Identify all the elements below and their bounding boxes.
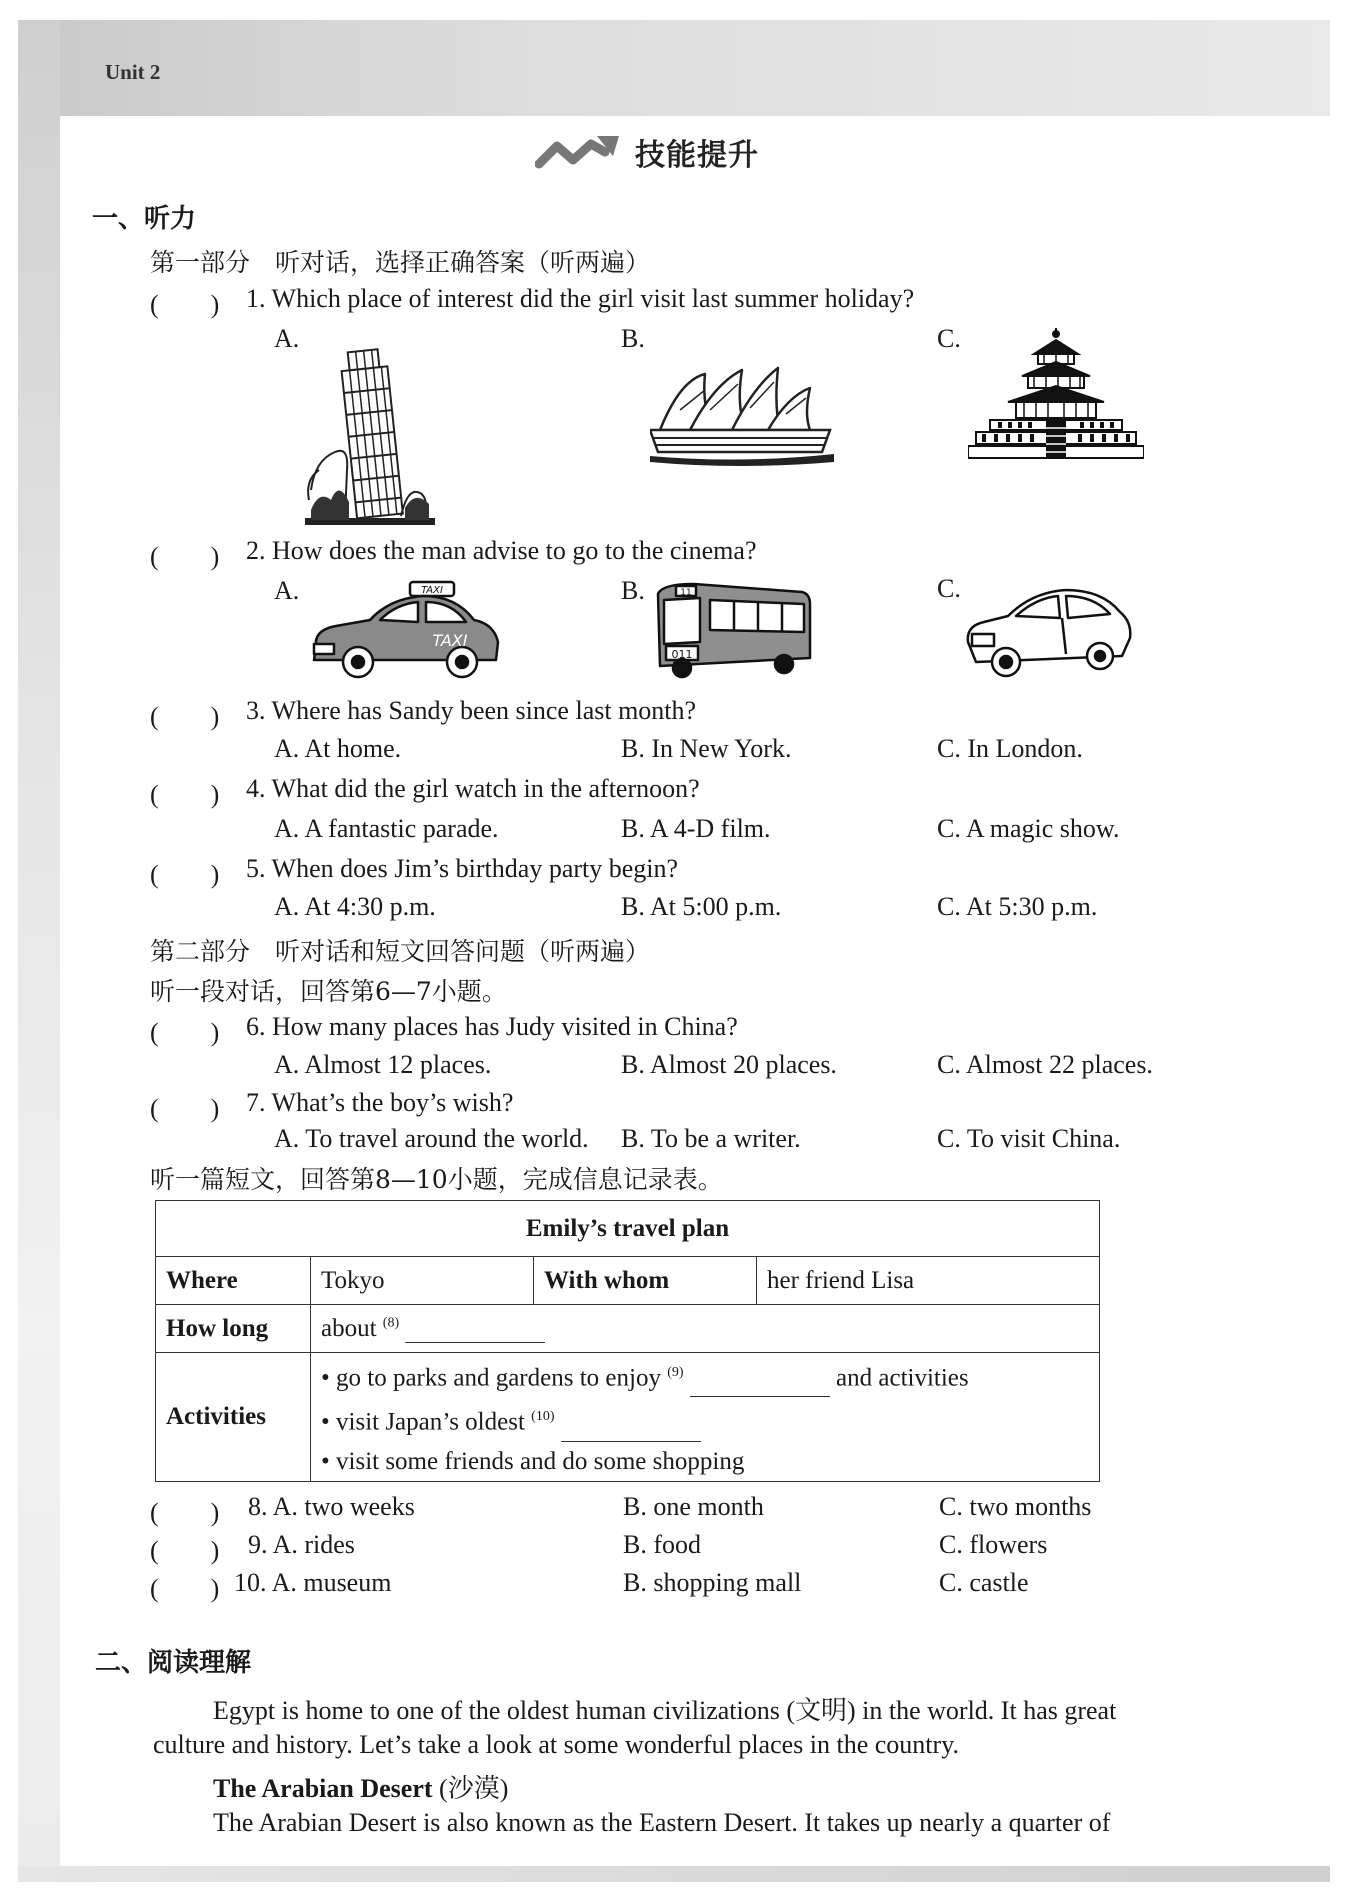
car-picture [962, 582, 1134, 682]
q6-option-c: C. Almost 22 places. [937, 1050, 1153, 1079]
with-whom-value: her friend Lisa [757, 1257, 1100, 1305]
q8-option-a: 8. A. two weeks [248, 1492, 415, 1521]
where-label: Where [156, 1257, 311, 1305]
bus-route-sign: 11 [680, 588, 692, 598]
answer-blank-10[interactable]: ( ) [150, 1574, 220, 1603]
question-3: 3. Where has Sandy been since last month? [246, 696, 697, 725]
q3-option-b: B. In New York. [621, 734, 792, 763]
how-long-prefix: about [321, 1314, 377, 1342]
reading-heading: 二、阅读理解 [95, 1648, 252, 1678]
question-5: 5. When does Jim’s birthday party begin? [246, 854, 679, 883]
with-whom-label: With whom [534, 1257, 757, 1305]
answer-blank-4[interactable]: ( ) [150, 780, 220, 809]
part2-instruction: 第二部分 听对话和短文回答问题（听两遍） [150, 937, 651, 966]
activity-1-text: go to parks and gardens to enjoy [336, 1364, 661, 1392]
activities-cell [311, 1353, 1100, 1482]
reading-paragraph-1a: Egypt is home to one of the oldest human civilizations (文明) in the world. It has great [213, 1696, 1117, 1725]
section-title [535, 130, 759, 174]
subheading-en: The Arabian Desert [213, 1774, 433, 1803]
q2-option-c: C. [937, 574, 961, 603]
q10-option-b: B. shopping mall [623, 1568, 802, 1597]
q1-option-b: B. [621, 324, 645, 353]
q3-option-c: C. In London. [937, 734, 1083, 763]
temple-of-heaven-picture [968, 328, 1144, 464]
travel-plan-table [155, 1200, 1100, 1482]
bullet-icon: • [321, 1408, 330, 1436]
q9-option-b: B. food [623, 1530, 701, 1559]
how-long-label: How long [156, 1305, 311, 1353]
activity-2 [321, 1397, 1089, 1441]
q5-option-c: C. At 5:30 p.m. [937, 892, 1098, 921]
leaning-tower-picture [305, 340, 435, 525]
how-long-cell [311, 1305, 1100, 1353]
blank-8[interactable] [405, 1318, 545, 1343]
taxi-picture [306, 580, 502, 680]
activity-1-suffix: and activities [836, 1364, 969, 1392]
activity-3-text: visit some friends and do some shopping [336, 1447, 745, 1475]
table-title: Emily’s travel plan [156, 1201, 1100, 1257]
unit-label: Unit 2 [105, 60, 161, 84]
q7-option-a: A. To travel around the world. [274, 1124, 589, 1153]
answer-blank-7[interactable]: ( ) [150, 1094, 220, 1123]
blank-8-number: (8) [382, 1315, 400, 1331]
question-7: 7. What’s the boy’s wish? [246, 1088, 514, 1117]
activity-3 [321, 1442, 1089, 1481]
answer-blank-9[interactable]: ( ) [150, 1536, 220, 1565]
dialog-instruction: 听一段对话，回答第6—7小题。 [150, 977, 507, 1006]
q1-option-a: A. [274, 324, 300, 353]
taxi-door-text: TAXI [432, 631, 468, 650]
where-value: Tokyo [311, 1257, 534, 1305]
part1-instruction: 第一部分 听对话，选择正确答案（听两遍） [150, 248, 651, 277]
section-title-text: 技能提升 [635, 138, 759, 173]
bus-picture [654, 580, 814, 680]
q4-option-b: B. A 4-D film. [621, 814, 771, 843]
question-6: 6. How many places has Judy visited in China? [246, 1012, 738, 1041]
q2-option-b: B. [621, 576, 645, 605]
q9-option-c: C. flowers [939, 1530, 1048, 1559]
q3-option-a: A. At home. [274, 734, 402, 763]
reading-subheading [213, 1768, 508, 1805]
q5-option-b: B. At 5:00 p.m. [621, 892, 782, 921]
q5-option-a: A. At 4:30 p.m. [274, 892, 436, 921]
q7-option-c: C. To visit China. [937, 1124, 1121, 1153]
question-2: 2. How does the man advise to go to the cinema? [246, 536, 757, 565]
blank-10[interactable] [561, 1417, 701, 1442]
blank-9[interactable] [690, 1372, 830, 1397]
q6-option-a: A. Almost 12 places. [274, 1050, 492, 1079]
q10-option-c: C. castle [939, 1568, 1029, 1597]
activity-1 [321, 1353, 1089, 1397]
q7-option-b: B. To be a writer. [621, 1124, 801, 1153]
activities-label: Activities [156, 1353, 311, 1482]
reading-paragraph-2: The Arabian Desert is also known as the Eastern Desert. It takes up nearly a quarter of [213, 1808, 1111, 1837]
trend-arrow-icon [535, 132, 621, 172]
answer-blank-8[interactable]: ( ) [150, 1498, 220, 1527]
q10-option-a: 10. A. museum [234, 1568, 392, 1597]
q9-option-a: 9. A. rides [248, 1530, 355, 1559]
q4-option-c: C. A magic show. [937, 814, 1120, 843]
taxi-roof-sign: TAXI [421, 585, 443, 596]
bullet-icon: • [321, 1364, 330, 1392]
q2-option-a: A. [274, 576, 300, 605]
blank-9-number: (9) [667, 1365, 684, 1380]
activity-2-text: visit Japan’s oldest [336, 1408, 525, 1436]
answer-blank-2[interactable]: ( ) [150, 542, 220, 571]
listening-heading: 一、听力 [92, 204, 197, 234]
question-4: 4. What did the girl watch in the afternoon? [246, 774, 700, 803]
opera-house-picture [650, 360, 835, 470]
subheading-cn: (沙漠) [439, 1774, 509, 1803]
page-shadow-bottom [18, 1866, 1330, 1882]
q4-option-a: A. A fantastic parade. [274, 814, 499, 843]
passage-instruction: 听一篇短文，回答第8—10小题，完成信息记录表。 [150, 1165, 723, 1194]
reading-paragraph-1b: culture and history. Let’s take a look at some wonderful places in the country. [153, 1730, 959, 1759]
question-1: 1. Which place of interest did the girl visit last summer holiday? [246, 284, 915, 313]
answer-blank-1[interactable]: ( ) [150, 290, 220, 319]
q1-option-c: C. [937, 324, 961, 353]
bullet-icon: • [321, 1447, 330, 1475]
page-shadow-left [18, 20, 60, 1882]
bus-number: 011 [671, 648, 693, 661]
blank-10-number: (10) [531, 1409, 555, 1425]
page-shadow-top [18, 20, 1330, 116]
q8-option-c: C. two months [939, 1492, 1092, 1521]
answer-blank-6[interactable]: ( ) [150, 1018, 220, 1047]
q6-option-b: B. Almost 20 places. [621, 1050, 837, 1079]
answer-blank-3[interactable]: ( ) [150, 702, 220, 731]
q8-option-b: B. one month [623, 1492, 764, 1521]
answer-blank-5[interactable]: ( ) [150, 860, 220, 889]
